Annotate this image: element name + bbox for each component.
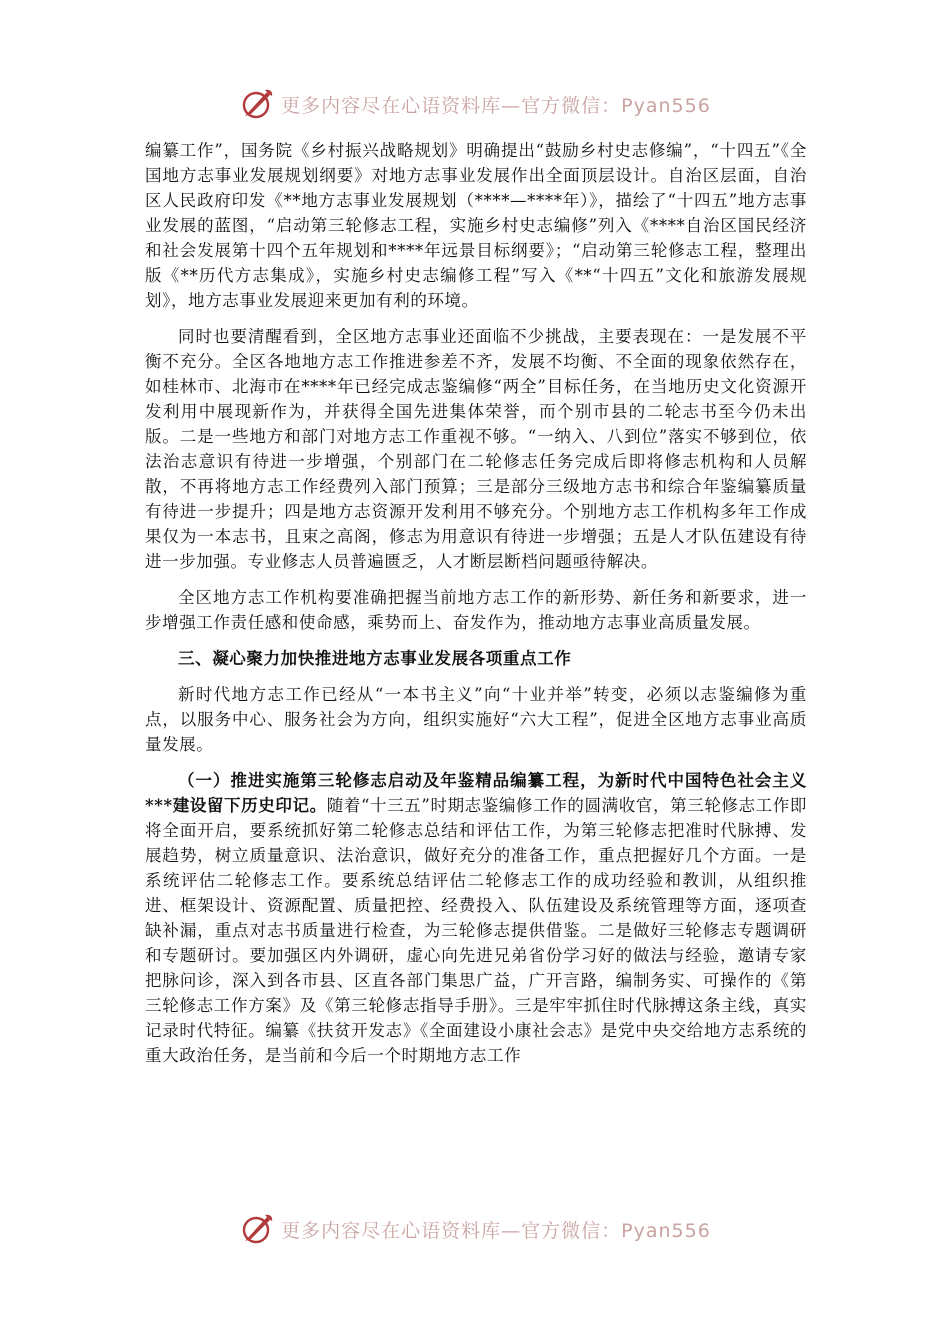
header-watermark-text: 更多内容尽在心语资料库—官方微信：Pyan556	[281, 94, 711, 117]
page-header-watermark	[0, 82, 950, 126]
document-body	[145, 138, 807, 1079]
paragraph-1: 编纂工作”，国务院《乡村振兴战略规划》明确提出“鼓励乡村史志修编”，“十四五”《全国地方志事业发展规划纲要》对地方志事业发展作出全面顶层设计。自治区层面，自治区人民政府印发《**地方志事业发展规划（****—****年）》，描绘了“十四五”地方志事业发展的蓝图，“启动第三轮修志工程，实施乡村史志编修”列入《****自治区国民经济和社会发展第十四个五年规划和****年远景目标纲要》；“启动第三轮修志工程，整理出版《**历代方志集成》，实施乡村史志编修工程”写入《**“十四五”文化和旅游发展规划》，地方志事业发展迎来更加有利的环境。	[145, 141, 807, 310]
footer-wechat-id: Pyan556	[621, 1219, 711, 1242]
quill-logo-icon	[239, 86, 275, 122]
footer-watermark-text: 更多内容尽在心语资料库—官方微信：Pyan556	[281, 1219, 711, 1242]
paragraph-3: 全区地方志工作机构要准确把握当前地方志工作的新形势、新任务和新要求，进一步增强工作责任感和使命感，乘势而上、奋发作为，推动地方志事业高质量发展。	[145, 588, 807, 632]
paragraph-5-lead: （一）推进实施第三轮修志启动及年鉴精品编纂工程，为新时代中国特色社会主义***建设留下历史印记。	[145, 771, 807, 815]
paragraph-4: 新时代地方志工作已经从“一本书主义”向“十业并举”转变，必须以志鉴编修为重点，以服务中心、服务社会为方向，组织实施好“六大工程”，促进全区地方志事业高质量发展。	[145, 685, 807, 754]
section-heading-3: 三、凝心聚力加快推进地方志事业发展各项重点工作	[178, 649, 572, 668]
quill-logo-icon	[239, 1211, 275, 1247]
paragraph-5-body: 随着“十三五”时期志鉴编修工作的圆满收官，第三轮修志工作即将全面开启，要系统抓好第二轮修志总结和评估工作，为第三轮修志把准时代脉搏、发展趋势，树立质量意识、法治意识，做好充分的准备工作，重点把握好几个方面。一是系统评估二轮修志工作。要系统总结评估二轮修志工作的成功经验和教训，从组织推进、框架设计、资源配置、质量把控、经费投入、队伍建设及系统管理等方面，逐项查缺补漏，重点对志书质量进行检查，为三轮修志提供借鉴。二是做好三轮修志专题调研和专题研讨。要加强区内外调研，虚心向先进兄弟省份学习好的做法与经验，邀请专家把脉问诊，深入到各市县、区直各部门集思广益，广开言路，编制务实、可操作的《第三轮修志工作方案》及《第三轮修志指导手册》。三是牢牢抓住时代脉搏这条主线，真实记录时代特征。编纂《扶贫开发志》《全面建设小康社会志》是党中央交给地方志系统的重大政治任务，是当前和今后一个时期地方志工作	[145, 796, 807, 1065]
paragraph-5	[145, 768, 807, 1068]
page-footer-watermark	[0, 1207, 950, 1251]
paragraph-2: 同时也要清醒看到，全区地方志事业还面临不少挑战，主要表现在：一是发展不平衡不充分。全区各地地方志工作推进参差不齐，发展不均衡、不全面的现象依然存在，如桂林市、北海市在****年已经完成志鉴编修“两全”目标任务，在当地历史文化资源开发利用中展现新作为，并获得全国先进集体荣誉，而个别市县的二轮志书至今仍未出版。二是一些地方和部门对地方志工作重视不够。“一纳入、八到位”落实不够到位，依法治志意识有待进一步增强，个别部门在二轮修志任务完成后即将修志机构和人员解散，不再将地方志工作经费列入部门预算；三是部分三级地方志书和综合年鉴编纂质量有待进一步提升；四是地方志资源开发利用不够充分。个别地方志工作机构多年工作成果仅为一本志书，且束之高阁，修志为用意识有待进一步增强；五是人才队伍建设有待进一步加强。专业修志人员普遍匮乏，人才断层断档问题亟待解决。	[145, 327, 807, 571]
header-wechat-id: Pyan556	[621, 94, 711, 117]
